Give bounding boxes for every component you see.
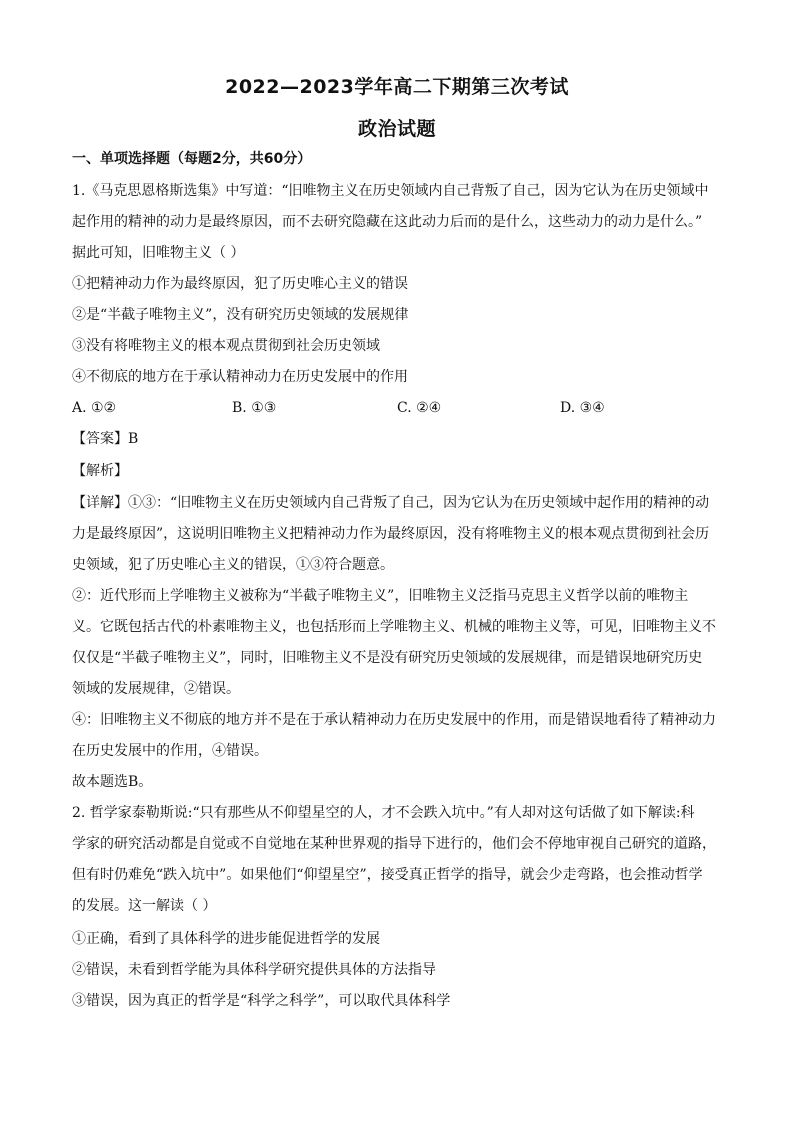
q2-stem-line: 但有时仍难免“跌入坑中”。如果他们“仰望星空”，接受真正哲学的指导，就会少走弯路，也会推动哲学 (72, 867, 703, 883)
document-title: 2022—2023学年高二下期第三次考试 (225, 76, 569, 98)
q1-stem-line: 据此可知，旧唯物主义（ ） (72, 245, 245, 261)
q1-statement: ③没有将唯物主义的根本观点贯彻到社会历史领域 (72, 338, 380, 354)
analysis-line: 仅仅是“半截子唯物主义”，同时，旧唯物主义不是没有研究历史领域的发展规律，而是错误地研究历史 (72, 650, 703, 666)
analysis-conclusion: 故本题选B。 (72, 774, 153, 790)
analysis-line: 【详解】①③：“旧唯物主义在历史领域内自己背叛了自己，因为它认为在历史领域中起作用的精神的动 (72, 495, 710, 511)
analysis-line: ②：近代形而上学唯物主义被称为“半截子唯物主义”，旧唯物主义泛指马克思主义哲学以前的唯物主 (72, 588, 689, 604)
analysis-label: 【解析】 (72, 463, 128, 479)
q2-statement: ②错误，未看到哲学能为具体科学研究提供具体的方法指导 (72, 962, 436, 978)
q2-stem-line: 2. 哲学家泰勒斯说:“只有那些从不仰望星空的人，才不会跌入坑中。”有人却对这句话做了如下解读:科 (72, 805, 695, 821)
q1-option-d: D. ③④ (560, 400, 605, 416)
section-heading: 一、单项选择题（每题2分，共60分） (72, 151, 312, 167)
q1-stem-line: 1.《马克思恩格斯选集》中写道：“旧唯物主义在历史领域内自己背叛了自己，因为它认为在历史领域中 (72, 183, 709, 199)
answer-label: 【答案】 (72, 431, 128, 447)
q1-options (72, 398, 732, 418)
q1-stem-line: 起作用的精神的动力是最终原因，而不去研究隐藏在这此动力后而的是什么，这些动力的动力是什么。” (72, 214, 703, 230)
q1-option-b: B. ①③ (232, 400, 277, 416)
q2-statement: ①正确，看到了具体科学的进步能促进哲学的发展 (72, 931, 380, 947)
q1-option-c: C. ②④ (397, 400, 442, 416)
analysis-line: ④：旧唯物主义不彻底的地方并不是在于承认精神动力在历史发展中的作用，而是错误地看待了精神动力 (72, 712, 716, 728)
q1-answer (72, 429, 732, 449)
analysis-line: 义。它既包括古代的朴素唯物主义，也包括形而上学唯物主义、机械的唯物主义等，可见，旧唯物主义不 (72, 619, 716, 635)
q1-statement: ①把精神动力作为最终原因，犯了历史唯心主义的错误 (72, 276, 408, 292)
q2-stem-line: 学家的研究活动都是自觉或不自觉地在某种世界观的指导下进行的，他们会不停地审视自己研究的道路， (72, 836, 716, 852)
q1-option-a: A. ①② (72, 400, 117, 416)
q1-statement: ④不彻底的地方在于承认精神动力在历史发展中的作用 (72, 369, 408, 385)
analysis-line: 在历史发展中的作用，④错误。 (72, 743, 268, 759)
answer-value: B (128, 431, 139, 447)
analysis-line: 力是最终原因”，这说明旧唯物主义把精神动力作为最终原因，没有将唯物主义的根本观点贯彻到社会历 (72, 526, 710, 542)
document-subtitle: 政治试题 (357, 118, 436, 140)
q2-statement: ③错误，因为真正的哲学是“科学之科学”，可以取代具体科学 (72, 993, 451, 1009)
q1-statement: ②是“半截子唯物主义”，没有研究历史领域的发展规律 (72, 307, 409, 323)
analysis-line: 领域的发展规律，②错误。 (72, 681, 240, 697)
q2-stem-line: 的发展。这一解读（ ） (72, 898, 217, 914)
analysis-line: 史领域，犯了历史唯心主义的错误，①③符合题意。 (72, 557, 394, 573)
